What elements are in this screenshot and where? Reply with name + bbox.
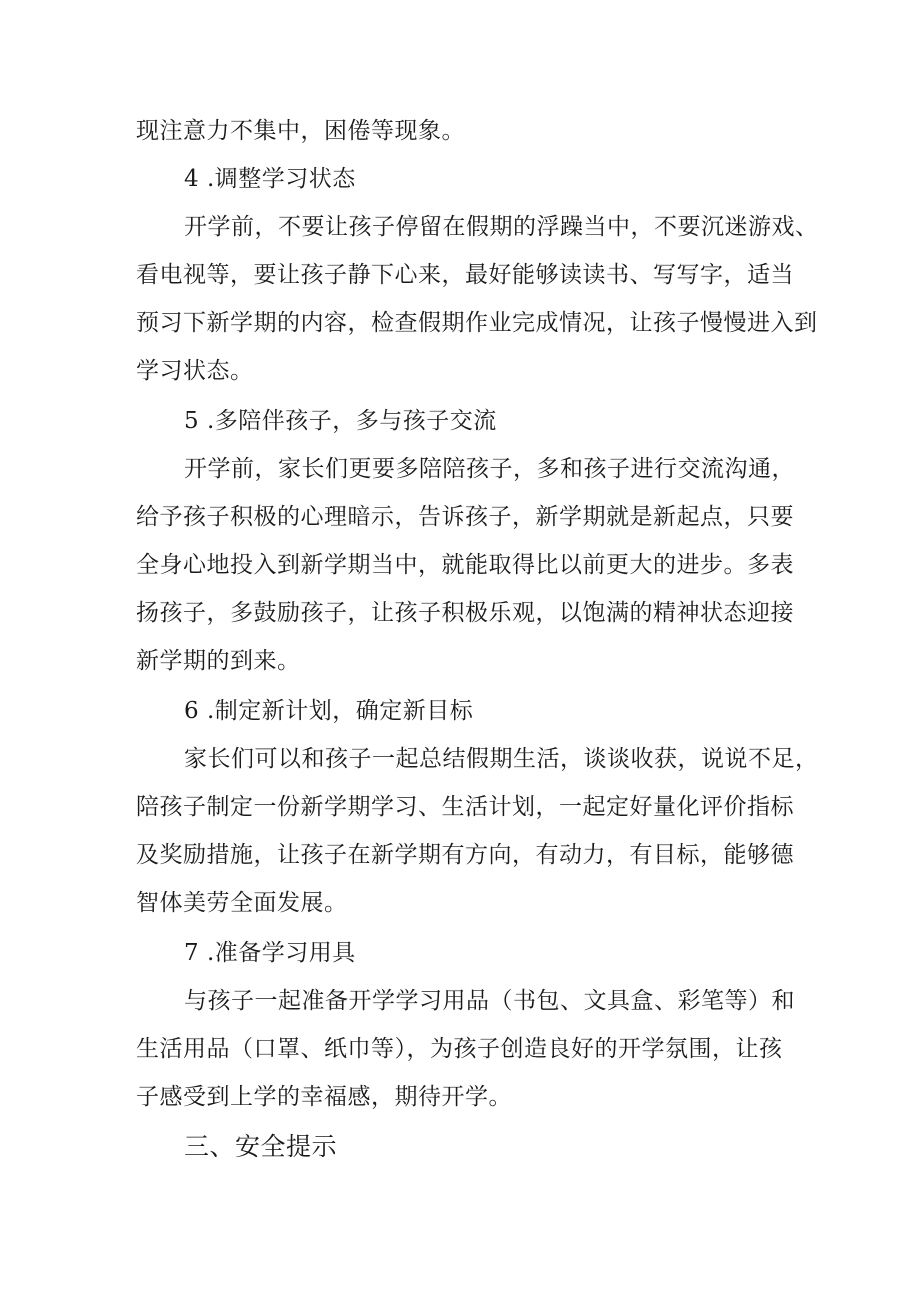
- paragraph-line: 开学前，家长们更要多陪陪孩子，多和孩子进行交流沟通，: [184, 456, 795, 482]
- subheading-4: 4 .调整学习状态: [184, 166, 356, 192]
- paragraph-line: 看电视等，要让孩子静下心来，最好能够读读书、写写字，适当: [136, 262, 794, 288]
- paragraph-line: 生活用品（口罩、纸巾等），为孩子创造良好的开学氛围，让孩: [136, 1036, 783, 1062]
- paragraph-line: 子感受到上学的幸福感，期待开学。: [136, 1084, 512, 1110]
- paragraph-line: 与孩子一起准备开学学习用品（书包、文具盒、彩笔等）和: [184, 988, 795, 1014]
- paragraph-line: 扬孩子，多鼓励孩子，让孩子积极乐观，以饱满的精神状态迎接: [136, 600, 794, 626]
- paragraph-line: 学习状态。: [136, 358, 254, 384]
- paragraph-line: 智体美劳全面发展。: [136, 890, 348, 916]
- subheading-7: 7 .准备学习用具: [184, 940, 356, 966]
- paragraph-line: 开学前，不要让孩子停留在假期的浮躁当中，不要沉迷游戏、: [184, 214, 819, 240]
- paragraph-line: 家长们可以和孩子一起总结假期生活，谈谈收获，说说不足，: [184, 746, 819, 772]
- paragraph-line: 现注意力不集中，困倦等现象。: [136, 118, 465, 144]
- paragraph-line: 陪孩子制定一份新学期学习、生活计划，一起定好量化评价指标: [136, 794, 794, 820]
- paragraph-line: 新学期的到来。: [136, 648, 301, 674]
- section-title: 三、安全提示: [184, 1132, 338, 1161]
- paragraph-line: 给予孩子积极的心理暗示，告诉孩子，新学期就是新起点，只要: [136, 504, 794, 530]
- paragraph-line: 全身心地投入到新学期当中，就能取得比以前更大的进步。多表: [136, 552, 794, 578]
- paragraph-line: 及奖励措施，让孩子在新学期有方向，有动力，有目标，能够德: [136, 842, 794, 868]
- paragraph-line: 预习下新学期的内容，检查假期作业完成情况，让孩子慢慢进入到: [136, 310, 818, 336]
- subheading-5: 5 .多陪伴孩子，多与孩子交流: [184, 408, 497, 434]
- subheading-6: 6 .制定新计划，确定新目标: [184, 698, 474, 724]
